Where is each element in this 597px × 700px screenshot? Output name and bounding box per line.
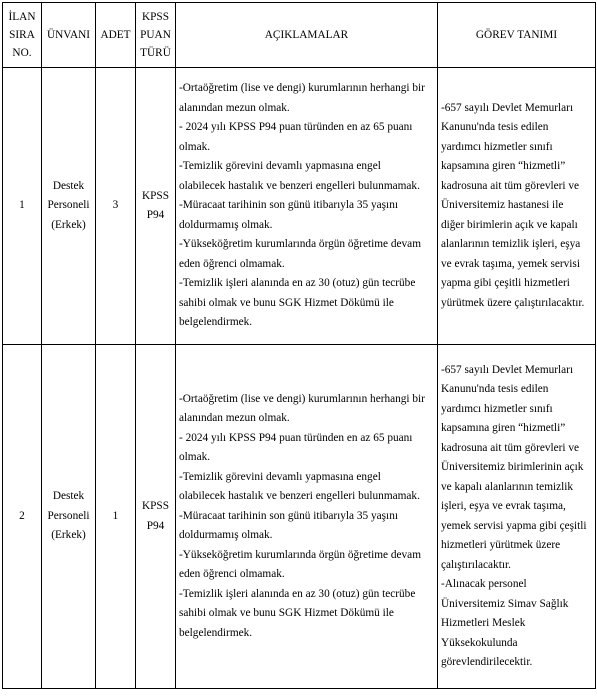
header-kpss-line: KPSS bbox=[141, 11, 169, 23]
desc-line: olabilecek hastalık ve benzeri engelleri bulunmamak. bbox=[179, 179, 420, 192]
row-adet: 1 bbox=[96, 345, 136, 689]
row-aciklamalar bbox=[176, 68, 438, 345]
gorev-line: -657 sayılı Devlet Memurları bbox=[441, 363, 574, 376]
gorev-line: çalıştırılacaktır. bbox=[441, 558, 511, 571]
row-kpss bbox=[136, 68, 176, 345]
gorev-line: kadrosuna ait tüm görevleri ve bbox=[441, 441, 580, 454]
gorev-line: görevlendirilecektir. bbox=[441, 656, 533, 668]
gorev-line: ve evrak taşıma, yemek servisi bbox=[441, 257, 580, 270]
kpss-line: P94 bbox=[146, 209, 165, 221]
desc-line: -Yükseköğretim kurumlarında örgün öğretime devam bbox=[179, 548, 421, 561]
gorev-line: hizmetleri yürütmek üzere bbox=[441, 539, 561, 551]
header-kpss-puan-turu bbox=[136, 3, 176, 68]
gorev-line: yürütmek üzere çalıştırılacaktır. bbox=[441, 296, 585, 309]
gorev-line: kapsamına giren “hizmetli” bbox=[441, 160, 566, 173]
desc-line: doldurmamış olmak. bbox=[179, 218, 273, 231]
desc-line: -Ortaöğretim (lise ve dengi) kurumlarının herhangi bir bbox=[179, 392, 425, 405]
header-gorev-tanimi: GÖREV TANIMI bbox=[438, 3, 596, 68]
desc-line: belgelendirmek. bbox=[179, 316, 253, 329]
header-adet: ADET bbox=[96, 3, 136, 68]
gorev-line: kadrosuna ait tüm görevleri ve bbox=[441, 179, 580, 192]
header-kpss-line: TÜRÜ bbox=[140, 47, 171, 59]
unvan-line: (Erkek) bbox=[51, 529, 86, 542]
gorev-line: alanlarının temizlik işleri, eşya bbox=[441, 238, 581, 251]
unvan-line: Destek bbox=[52, 490, 85, 503]
row-unvan bbox=[42, 345, 96, 689]
desc-line: alanından mezun olmak. bbox=[179, 101, 290, 114]
unvan-line: Personeli bbox=[47, 509, 90, 522]
gorev-line: yapma gibi çeşitli hizmetleri bbox=[441, 277, 570, 290]
unvan-line: (Erkek) bbox=[51, 218, 86, 231]
gorev-line: -Alınacak personel bbox=[441, 578, 527, 590]
row-gorev-tanimi bbox=[438, 345, 596, 689]
gorev-line: Kanunu'nda tesis edilen bbox=[441, 383, 549, 395]
desc-line: eden öğrenci olmamak. bbox=[179, 257, 285, 270]
desc-line: -Ortaöğretim (lise ve dengi) kurumlarının herhangi bir bbox=[179, 82, 425, 95]
kpss-line: KPSS bbox=[141, 189, 169, 202]
desc-line: eden öğrenci olmamak. bbox=[179, 568, 285, 581]
desc-line: sahibi olmak ve bunu SGK Hizmet Dökümü ile bbox=[179, 607, 394, 620]
gorev-line: Üniversitemiz Simav Sağlık bbox=[441, 597, 569, 610]
kpss-line: KPSS bbox=[141, 500, 169, 512]
desc-line: -Müracaat tarihinin son günü itibarıyla 35 yaşını bbox=[179, 199, 398, 212]
desc-line: olmak. bbox=[179, 140, 211, 153]
gorev-line: Kanunu'nda tesis edilen bbox=[441, 121, 549, 134]
row-unvan bbox=[42, 68, 96, 345]
row-number: 2 bbox=[3, 345, 42, 689]
gorev-line: Hizmetleri Meslek bbox=[441, 617, 526, 629]
job-posting-table bbox=[2, 2, 596, 689]
unvan-line: Personeli bbox=[47, 199, 90, 212]
header-aciklamalar: AÇIKLAMALAR bbox=[176, 3, 438, 68]
gorev-line: Yüksekokulunda bbox=[441, 636, 518, 649]
gorev-line: Üniversitemiz hastanesi ile bbox=[441, 199, 564, 212]
gorev-line: Üniversitemiz birimlerinin açık bbox=[441, 461, 584, 473]
header-kpss-line: PUAN bbox=[140, 29, 171, 41]
gorev-line: ve kapalı alanlarının temizlik bbox=[441, 480, 574, 493]
desc-line: -Yükseköğretim kurumlarında örgün öğretime devam bbox=[179, 238, 421, 251]
gorev-line: yemek servisi yapma gibi çeşitli bbox=[441, 519, 587, 532]
gorev-line: işleri, eşya ve evrak taşıma, bbox=[441, 500, 566, 512]
header-ilan-sira-no-line: İLAN bbox=[8, 11, 36, 23]
header-row bbox=[3, 3, 596, 68]
gorev-line: kapsamına giren “hizmetli” bbox=[441, 422, 566, 434]
desc-line: alanından mezun olmak. bbox=[179, 412, 290, 425]
row-number: 1 bbox=[3, 68, 42, 345]
kpss-line: P94 bbox=[146, 519, 165, 532]
desc-line: -Temizlik işleri alanında en az 30 (otuz) gün tecrübe bbox=[179, 587, 416, 600]
desc-line: olabilecek hastalık ve benzeri engelleri bulunmamak. bbox=[179, 490, 420, 503]
desc-line: - 2024 yılı KPSS P94 puan türünden en az 65 puanı bbox=[179, 121, 413, 134]
header-ilan-sira-no bbox=[3, 3, 42, 68]
header-ilan-sira-no-line: NO. bbox=[12, 47, 32, 59]
desc-line: -Temizlik görevini devamlı yapmasına engel bbox=[179, 160, 381, 173]
table-row bbox=[3, 345, 596, 689]
desc-line: doldurmamış olmak. bbox=[179, 529, 273, 542]
desc-line: olmak. bbox=[179, 451, 211, 464]
row-aciklamalar bbox=[176, 345, 438, 689]
desc-line: -Müracaat tarihinin son günü itibarıyla 35 yaşını bbox=[179, 509, 398, 522]
gorev-line: yardımcı hizmetler sınıfı bbox=[441, 140, 553, 153]
gorev-line: -657 sayılı Devlet Memurları bbox=[441, 101, 574, 114]
row-adet: 3 bbox=[96, 68, 136, 345]
header-unvani: ÜNVANI bbox=[42, 3, 96, 68]
gorev-line: yardımcı hizmetler sınıfı bbox=[441, 402, 553, 415]
desc-line: belgelendirmek. bbox=[179, 626, 253, 639]
table-row bbox=[3, 68, 596, 345]
row-gorev-tanimi bbox=[438, 68, 596, 345]
row-kpss bbox=[136, 345, 176, 689]
desc-line: -Temizlik işleri alanında en az 30 (otuz) gün tecrübe bbox=[179, 277, 416, 290]
gorev-line: diğer birimlerin açık ve kapalı bbox=[441, 218, 578, 231]
header-ilan-sira-no-line: SIRA bbox=[9, 29, 35, 41]
desc-line: -Temizlik görevini devamlı yapmasına engel bbox=[179, 470, 381, 483]
desc-line: - 2024 yılı KPSS P94 puan türünden en az 65 puanı bbox=[179, 431, 413, 444]
desc-line: sahibi olmak ve bunu SGK Hizmet Dökümü ile bbox=[179, 296, 394, 309]
unvan-line: Destek bbox=[52, 179, 85, 192]
